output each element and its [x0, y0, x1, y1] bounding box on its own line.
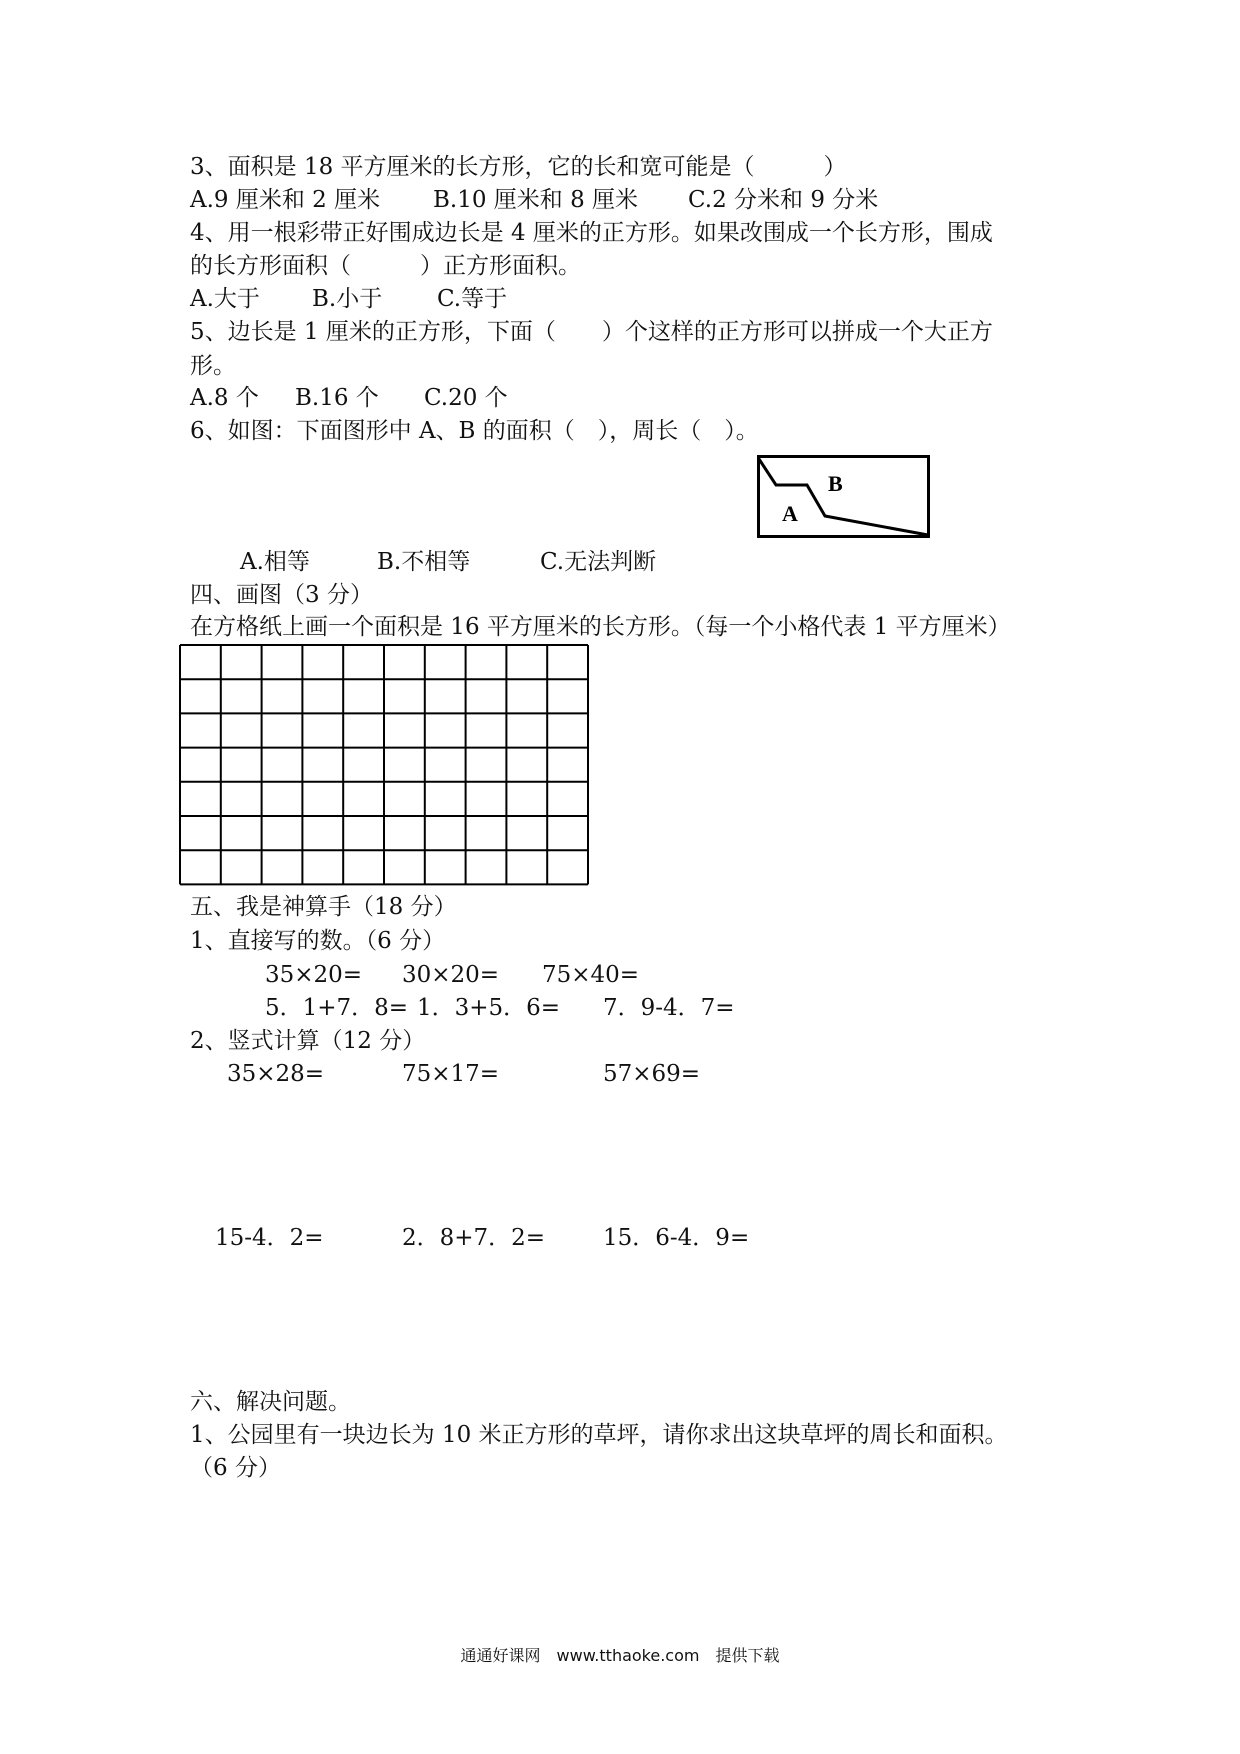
q4-stem-line2: 的长方形面积（ ）正方形面积。	[190, 253, 581, 279]
q3-option-b: B.10 厘米和 8 厘米	[433, 187, 639, 213]
oral-calc-2: 30×20=	[402, 962, 500, 988]
column-calc-3: 57×69=	[603, 1061, 701, 1087]
section6-title: 六、解决问题。	[190, 1389, 351, 1415]
figure-label-a: A	[782, 501, 798, 526]
oral-calc-5: 1．3+5．6=	[417, 995, 561, 1021]
q6-option-a: A.相等	[240, 549, 310, 575]
q6-option-c: C.无法判断	[540, 549, 657, 575]
square-grid-paper	[178, 643, 590, 886]
footer-watermark: 通通好课网 www.tthaoke.com 提供下载	[460, 1646, 780, 1665]
q3-stem: 3、面积是 18 平方厘米的长方形，它的长和宽可能是（ ）	[190, 154, 847, 180]
section6-q1-line1: 1、公园里有一块边长为 10 米正方形的草坪，请你求出这块草坪的周长和面积。	[190, 1422, 1008, 1448]
oral-calc-3: 75×40=	[542, 962, 640, 988]
column-calc-6: 15．6-4．9=	[603, 1225, 750, 1251]
column-calc-1: 35×28=	[227, 1061, 325, 1087]
q5-option-c: C.20 个	[424, 385, 508, 411]
column-calc-4: 15-4．2=	[215, 1225, 324, 1251]
column-calc-2: 75×17=	[402, 1061, 500, 1087]
q5-stem-line2: 形。	[190, 353, 236, 379]
q3-option-c: C.2 分米和 9 分米	[688, 187, 879, 213]
oral-calc-1: 35×20=	[265, 962, 363, 988]
q6-option-b: B.不相等	[377, 549, 471, 575]
section5-part2-title: 2、竖式计算（12 分）	[190, 1028, 426, 1054]
oral-calc-6: 7．9-4．7=	[603, 995, 735, 1021]
q4-stem-line1: 4、用一根彩带正好围成边长是 4 厘米的正方形。如果改围成一个长方形，围成	[190, 220, 993, 246]
q5-option-b: B.16 个	[295, 385, 379, 411]
section5-title: 五、我是神算手（18 分）	[190, 894, 457, 920]
section5-part1-title: 1、直接写的数。（6 分）	[190, 928, 446, 954]
q6-figure	[757, 455, 932, 540]
oral-calc-4: 5．1+7．8=	[265, 995, 409, 1021]
q3-option-a: A.9 厘米和 2 厘米	[190, 187, 381, 213]
section4-title: 四、画图（3 分）	[190, 582, 373, 608]
column-calc-5: 2．8+7．2=	[402, 1225, 546, 1251]
q5-stem-line1: 5、边长是 1 厘米的正方形，下面（ ）个这样的正方形可以拼成一个大正方	[190, 319, 993, 345]
figure-label-b: B	[828, 471, 843, 496]
q4-option-b: B.小于	[312, 286, 383, 312]
q4-option-c: C.等于	[437, 286, 508, 312]
q5-option-a: A.8 个	[190, 385, 259, 411]
q4-option-a: A.大于	[190, 286, 260, 312]
section4-instruction: 在方格纸上画一个面积是 16 平方厘米的长方形。（每一个小格代表 1 平方厘米）	[190, 614, 1011, 640]
q6-stem: 6、如图：下面图形中 A、B 的面积（ ），周长（ ）。	[190, 418, 759, 444]
section6-q1-line2: （6 分）	[190, 1455, 281, 1481]
